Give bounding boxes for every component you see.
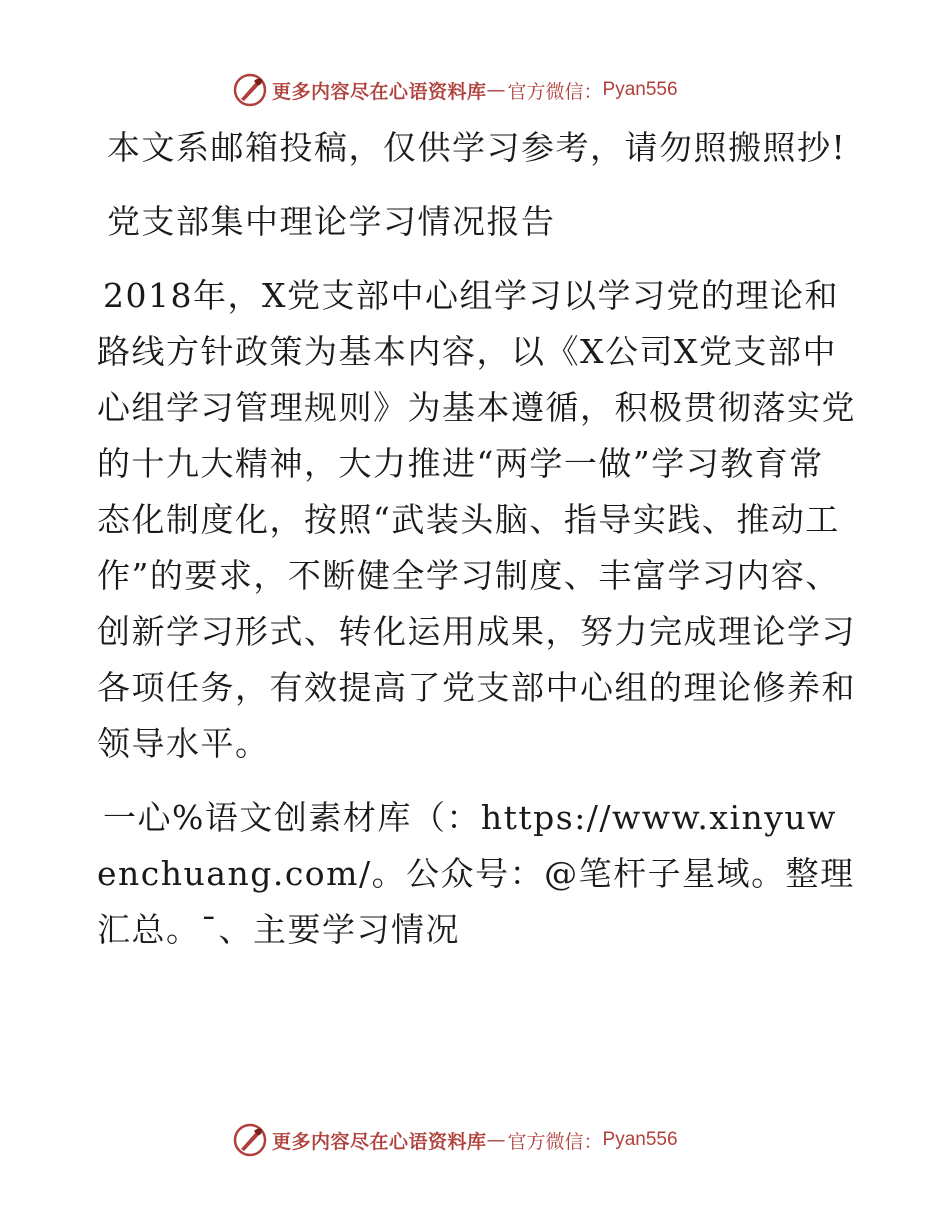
quill-pen-logo-icon — [232, 72, 268, 108]
footer-watermark-banner — [232, 1120, 678, 1160]
banner-site-text: 更多内容尽在心语资料库 — [272, 80, 487, 103]
document-content — [97, 120, 857, 958]
document-title: 党支部集中理论学习情况报告 — [107, 202, 556, 241]
banner-site-text: 更多内容尽在心语资料库 — [272, 1130, 487, 1153]
quill-pen-logo-icon — [232, 1122, 268, 1158]
banner-dash: — — [486, 1129, 506, 1151]
banner-wechat-label: 官方微信： — [507, 80, 603, 103]
source-paragraph: 一心%语文创素材库（：https://www.xinyuwenchuang.com/。公众号：@笔杆子星域。整理汇总。¯、主要学习情况 — [97, 798, 855, 949]
banner-wechat-id: Pyan556 — [602, 79, 678, 100]
notice-paragraph: 本文系邮箱投稿，仅供学习参考，请勿照搬照抄! — [107, 128, 847, 167]
banner-dash: — — [486, 79, 506, 101]
banner-wechat-label: 官方微信： — [507, 1130, 603, 1153]
banner-wechat-id: Pyan556 — [602, 1129, 678, 1150]
header-watermark-banner — [232, 70, 678, 110]
body-paragraph: 2018年，X党支部中心组学习以学习党的理论和路线方针政策为基本内容，以《X公司X党支部中心组学习管理规则》为基本遵循，积极贯彻落实党的十九大精神，大力推进“两学一做”学习教育常态化制度化，按照“武装头脑、指导实践、推动工作”的要求，不断健全学习制度、丰富学习内容、创新学习形式、转化运用成果，努力完成理论学习各项任务，有效提高了党支部中心组的理论修养和领导水平。 — [97, 276, 856, 763]
